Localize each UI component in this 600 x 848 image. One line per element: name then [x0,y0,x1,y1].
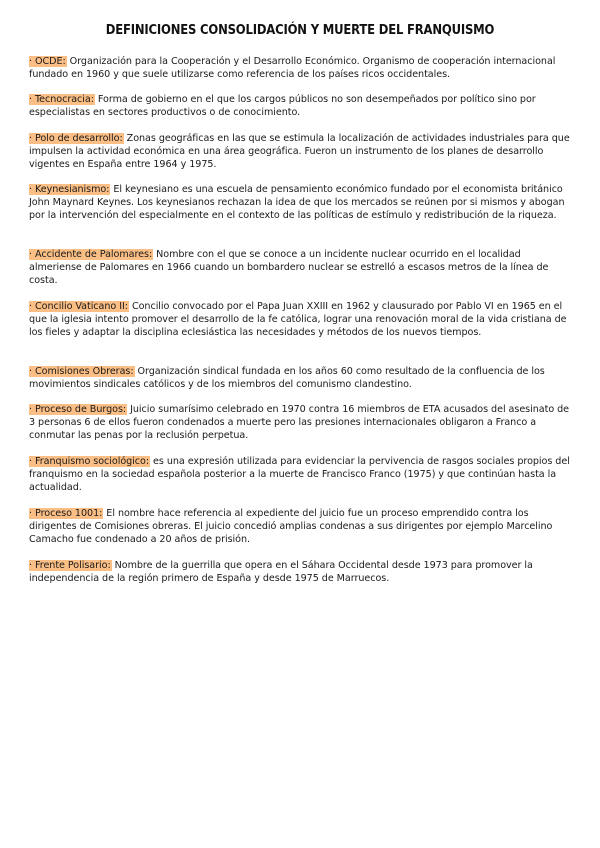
definition-term: · Proceso de Burgos: [29,404,127,415]
definition-text: El keynesiano es una escuela de pensamiento económico fundado por el economista británico John Maynard Keynes. Los keynesianos rechazan la idea de que los mercados se reúnen por si mismos y abogan por la intervención del especialmente en el contexto de las políticas de estímulo y redistribución de la riqueza. [29,184,565,221]
definition-text: Nombre con el que se conoce a un incidente nuclear ocurrido en el localidad almeriense de Palomares en 1966 cuando un bombardero nuclear se estrelló a escasos metros de la línea de costa. [29,249,549,286]
definition-entry-franquismo-sociologico [29,456,574,494]
definition-term: · Frente Polisario: [29,560,111,571]
definition-text: Forma de gobierno en el que los cargos públicos no son desempeñados por político sino por especialistas en sectores productivos o de conocimiento. [29,94,536,118]
definition-entry-proceso-1001 [29,508,574,546]
definition-term: · Franquismo sociológico: [29,456,150,467]
definition-entry-concilio-vaticano-ii [29,301,574,339]
definition-text: Concilio convocado por el Papa Juan XXIII en 1962 y clausurado por Pablo VI en 1965 en el que la iglesia intento promover el desarrollo de la fe católica, lograr una renovación moral de la vida cristiana de los fieles y adaptar la disciplina eclesiástica las necesidades y métodos de los nuevos tiempos. [29,301,567,338]
definition-text: Nombre de la guerrilla que opera en el Sáhara Occidental desde 1973 para promover la independencia de la región primero de España y desde 1975 de Marruecos. [29,560,533,584]
definition-term: · Keynesianismo: [29,184,110,195]
definition-term: · Comisiones Obreras: [29,366,134,377]
definition-text: El nombre hace referencia al expediente del juicio fue un proceso emprendido contra los dirigentes de Comisiones obreras. El juicio concedió amplias condenas a sus dirigentes por ejemplo Marcelino Camacho fue condenado a 20 años de prisión. [29,508,553,545]
definition-term: · OCDE: [29,56,66,67]
definition-entry-keynesianismo [29,184,574,222]
definition-text: es una expresión utilizada para evidenciar la pervivencia de rasgos sociales propios del franquismo en la sociedad española posterior a la muerte de Francisco Franco (1975) y que continúan hasta la actualidad. [29,456,570,493]
definition-entry-proceso-de-burgos [29,404,574,442]
definition-text: Organización sindical fundada en los años 60 como resultado de la confluencia de los movimientos sindicales católicos y de los miembros del comunismo clandestino. [29,366,545,390]
definition-term: · Tecnocracia: [29,94,94,105]
definition-term: · Concilio Vaticano II: [29,301,128,312]
definition-text: Organización para la Cooperación y el Desarrollo Económico. Organismo de cooperación internacional fundado en 1960 y que suele utilizarse como referencia de los países ricos occidentales. [29,56,556,80]
definition-entry-comisiones-obreras [29,366,574,392]
definition-entry-tecnocracia [29,94,574,120]
definition-term: · Accidente de Palomares: [29,249,153,260]
definition-entry-ocde [29,56,574,82]
definition-term: · Proceso 1001: [29,508,103,519]
definition-entry-accidente-de-palomares [29,249,574,287]
definition-text: Juicio sumarísimo celebrado en 1970 contra 16 miembros de ETA acusados del asesinato de 3 personas 6 de ellos fueron condenados a muerte pero las presiones internacionales obligaron a Franco a conmutar las penas por la reclusión perpetua. [29,404,570,441]
definition-entry-frente-polisario [29,560,574,586]
definition-term: · Polo de desarrollo: [29,133,123,144]
definition-entry-polo-de-desarrollo [29,133,574,171]
definition-text: Zonas geográficas en las que se estimula la localización de actividades industriales para que impulsen la actividad económica en una área geográfica. Fueron un instrumento de los planes de desarrollo vigentes en España entre 1964 y 1975. [29,133,570,170]
page-title: DEFINICIONES CONSOLIDACIÓN Y MUERTE DEL FRANQUISMO [105,23,495,38]
